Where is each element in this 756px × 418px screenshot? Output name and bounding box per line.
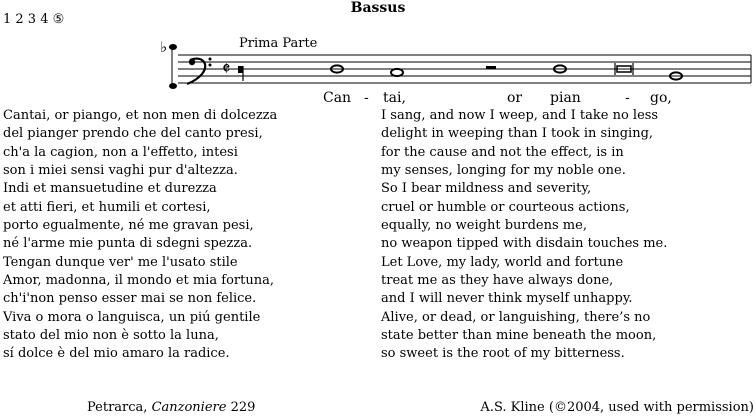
poem-line: I sang, and now I weep, and I take no less	[381, 108, 659, 123]
poem-line: son i miei sensi vaghi pur d'altezza.	[3, 163, 238, 179]
translation-credit: A.S. Kline (©2004, used with permission)	[480, 400, 754, 415]
poem-line: stato del mio non è sotto la luna,	[3, 328, 219, 344]
poem-italian	[3, 107, 277, 364]
poem-line: ch'a la cagion, non a l'effetto, intesi	[3, 144, 238, 160]
poem-line: ch'i'non penso esser mai se non felice.	[3, 291, 257, 307]
poem-line: no weapon tipped with disdain touches me.	[381, 236, 668, 252]
poem-line: my senses, longing for my noble one.	[381, 163, 626, 179]
poem-line: Let Love, my lady, world and fortune	[381, 254, 624, 270]
rest-breve	[486, 66, 496, 70]
poem-line: treat me as they have always done,	[381, 273, 614, 289]
page-title: Bassus	[350, 0, 406, 16]
poem-line: Viva o mora o languisca, un piú gentile	[3, 309, 261, 325]
lyric-hyphen: -	[625, 90, 630, 106]
poem-line: so sweet is the root of my bitterness.	[381, 346, 625, 362]
lyric-syllable: Can	[323, 90, 352, 106]
staff-lines	[178, 55, 751, 83]
source-citation	[87, 400, 255, 415]
poem-line: Amor, madonna, il mondo et mia fortuna,	[3, 273, 274, 289]
music-staff	[0, 0, 756, 100]
poem-line: cruel or humble or courteous actions,	[381, 199, 630, 215]
lyric-hyphen: -	[364, 90, 369, 106]
source-number: 229	[226, 400, 256, 415]
lyric-syllable: go,	[650, 90, 672, 106]
lyric-syllable: pian	[550, 90, 581, 106]
time-signature: 𝄵	[222, 58, 231, 80]
note-whole-2	[391, 69, 403, 76]
lyric-syllable: tai,	[383, 90, 406, 106]
source-work: Canzoniere	[151, 400, 227, 415]
poem-line: state better than mine beneath the moon,	[381, 328, 657, 344]
svg-text:♭: ♭	[160, 38, 168, 56]
poem-line: del pianger prendo che del canto presi,	[3, 126, 263, 142]
poem-line: So I bear mildness and severity,	[381, 181, 592, 197]
poem-line: for the cause and not the effect, is in	[381, 144, 624, 160]
bass-clef-icon	[187, 58, 212, 85]
poem-line: né l'arme mie punta di sdegni spezza.	[3, 236, 253, 252]
poem-line: Alive, or dead, or languishing, there’s no	[381, 309, 651, 325]
poem-english	[381, 107, 667, 364]
poem-line: Cantai, or piango, et non men di dolcezza	[3, 108, 278, 123]
poem-line: Tengan dunque ver' me l'usato stile	[3, 254, 238, 270]
poem-line: equally, no weight burdens me,	[381, 218, 587, 234]
part-label: Prima Parte	[239, 36, 318, 51]
source-prefix: Petrarca,	[87, 400, 152, 415]
poem-line: and I will never think myself unhappy.	[381, 291, 633, 307]
ambitus-icon	[160, 38, 177, 89]
poem-line: delight in weeping than I took in singing,	[381, 126, 654, 142]
poem-line: et atti fieri, et humili et cortesi,	[3, 199, 211, 215]
lyric-syllable: or	[507, 90, 523, 106]
note-long-1	[238, 66, 243, 81]
poem-line: porto egualmente, né me gravan pesi,	[3, 218, 254, 234]
poem-line: Indi et mansuetudine et durezza	[3, 181, 217, 197]
poem-line: sí dolce è del mio amaro la radice.	[3, 346, 230, 362]
page-numbers: 1 2 3 4 ⑤	[3, 12, 65, 27]
